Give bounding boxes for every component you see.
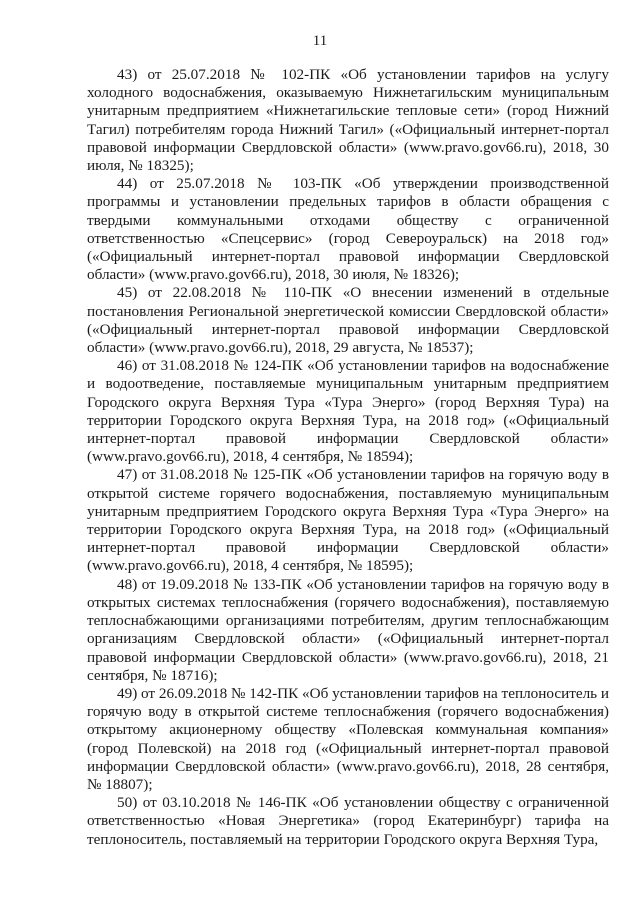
- paragraph-44: 44) от 25.07.2018 № 103-ПК «Об утверждении производственной программы и установлении предельных тарифов в области обращения с твердыми коммунальными отходами обществу с ограниченной ответственностью «Спецсервис» (город Североуральск) на 2018 год» («Официальный интернет-портал правовой информации Свердловской области» (www.pravo.gov66.ru), 2018, 30 июля, № 18326);: [87, 175, 609, 284]
- paragraph-49: 49) от 26.09.2018 № 142-ПК «Об установлении тарифов на теплоноситель и горячую воду в открытой системе теплоснабжения (горячего водоснабжения) открытому акционерному обществу «Полевская коммунальная компания» (город Полевской) на 2018 год («Официальный интернет-портал правовой информации Свердловской области» (www.pravo.gov66.ru), 2018, 28 сентября, № 18807);: [87, 684, 610, 793]
- paragraph-46: 46) от 31.08.2018 № 124-ПК «Об установлении тарифов на водоснабжение и водоотведение, поставляемые муниципальным унитарным предприятием Городского округа Верхняя Тура «Тура Энерго» (город Верхняя Тура) на территории Городского округа Верхняя Тура, на 2018 год» («Официальный интернет-портал правовой информации Свердловской области» (www.pravo.gov66.ru), 2018, 4 сентября, № 18594);: [87, 357, 609, 466]
- document-body: [87, 66, 609, 849]
- paragraph-50: 50) от 03.10.2018 № 146-ПК «Об установлении обществу с ограниченной ответственностью «Новая Энергетика» (город Екатеринбург) тарифа на теплоноситель, поставляемый на территории Городского округа Верхняя Тура,: [87, 794, 609, 848]
- paragraph-43: 43) от 25.07.2018 № 102-ПК «Об установлении тарифов на услугу холодного водоснабжения, оказываемую Нижнетагильским муниципальным унитарным предприятием «Нижнетагильские тепловые сети» (город Нижний Тагил) потребителям города Нижний Тагил» («Официальный интернет-портал правовой информации Свердловской области» (www.pravo.gov66.ru), 2018, 30 июля, № 18325);: [87, 66, 609, 175]
- paragraph-45: 45) от 22.08.2018 № 110-ПК «О внесении изменений в отдельные постановления Региональной энергетической комиссии Свердловской области» («Официальный интернет-портал правовой информации Свердловской области» (www.pravo.gov66.ru), 2018, 29 августа, № 18537);: [87, 284, 609, 357]
- page-number: 11: [312, 33, 328, 49]
- paragraph-47: 47) от 31.08.2018 № 125-ПК «Об установлении тарифов на горячую воду в открытой системе горячего водоснабжения, поставляемую муниципальным унитарным предприятием Городского округа Верхняя Тура «Тура Энерго» на территории Городского округа Верхняя Тура, на 2018 год» («Официальный интернет-портал правовой информации Свердловской области» (www.pravo.gov66.ru), 2018, 4 сентября, № 18595);: [87, 466, 609, 575]
- paragraph-48: 48) от 19.09.2018 № 133-ПК «Об установлении тарифов на горячую воду в открытых системах теплоснабжения (горячего водоснабжения), поставляемую теплоснабжающими организациями потребителям, другим теплоснабжающим организациям Свердловской области» («Официальный интернет-портал правовой информации Свердловской области» (www.pravo.gov66.ru), 2018, 21 сентября, № 18716);: [87, 575, 609, 684]
